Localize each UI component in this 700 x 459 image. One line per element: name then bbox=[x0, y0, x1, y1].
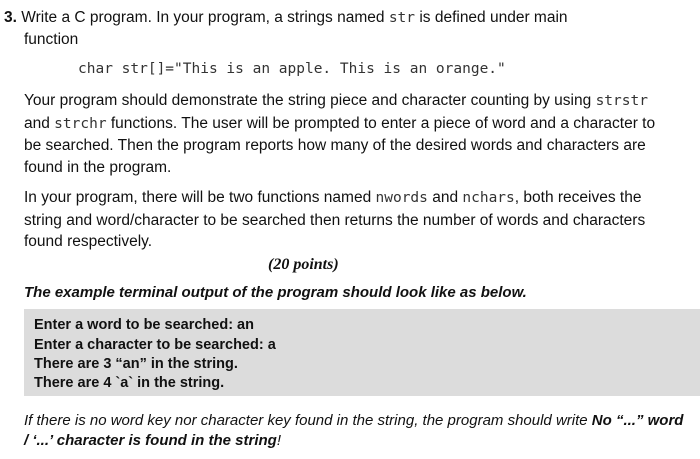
terminal-line: There are 3 “an” in the string. bbox=[34, 356, 238, 372]
paragraph2-part1: In your program, there will be two functions named bbox=[24, 189, 376, 206]
terminal-line: There are 4 `a` in the string. bbox=[34, 375, 225, 391]
footer-note bbox=[24, 411, 684, 451]
str-variable: str bbox=[388, 10, 416, 26]
question-number: 3. bbox=[4, 9, 17, 26]
paragraph2-and: and bbox=[427, 189, 463, 206]
terminal-line: Enter a character to be searched: a bbox=[34, 337, 276, 353]
question-text-line1-end: is defined under main bbox=[415, 9, 568, 26]
paragraph2-part2: , both receives the string and word/character to be searched then returns the number of words and characters found respectively. bbox=[24, 189, 646, 250]
footer-message: No “...” word / ‘...’ character is found in the string bbox=[24, 412, 684, 449]
strstr-function: strstr bbox=[595, 93, 648, 109]
nwords-function: nwords bbox=[375, 190, 428, 206]
nchars-function: nchars bbox=[462, 190, 515, 206]
question-text-line2: function bbox=[24, 31, 79, 48]
question-text-line1: Write a C program. In your program, a strings named bbox=[21, 9, 389, 26]
footer-part1: If there is no word key nor character key found in the string, the program should write bbox=[24, 412, 592, 429]
points-label: (20 points) bbox=[268, 256, 339, 273]
strchr-function: strchr bbox=[54, 115, 107, 132]
example-heading: The example terminal output of the program should look like as below. bbox=[24, 284, 527, 301]
string-declaration-code: char str[]="This is an apple. This is an orange." bbox=[78, 61, 506, 77]
terminal-line: Enter a word to be searched: an bbox=[34, 317, 254, 333]
paragraph-functions bbox=[24, 187, 676, 253]
paragraph1-and: and bbox=[24, 114, 55, 132]
footer-part3: ! bbox=[276, 432, 281, 449]
paragraph-description bbox=[24, 90, 676, 178]
question-header bbox=[4, 7, 694, 51]
terminal-output-box bbox=[24, 309, 700, 396]
paragraph1-part2: functions. The user will be prompted to enter a piece of word and a character to be searched. Then the program reports how many of the desired words and characters are found in the program. bbox=[24, 114, 656, 176]
paragraph1-part1: Your program should demonstrate the string piece and character counting by using bbox=[24, 92, 596, 109]
